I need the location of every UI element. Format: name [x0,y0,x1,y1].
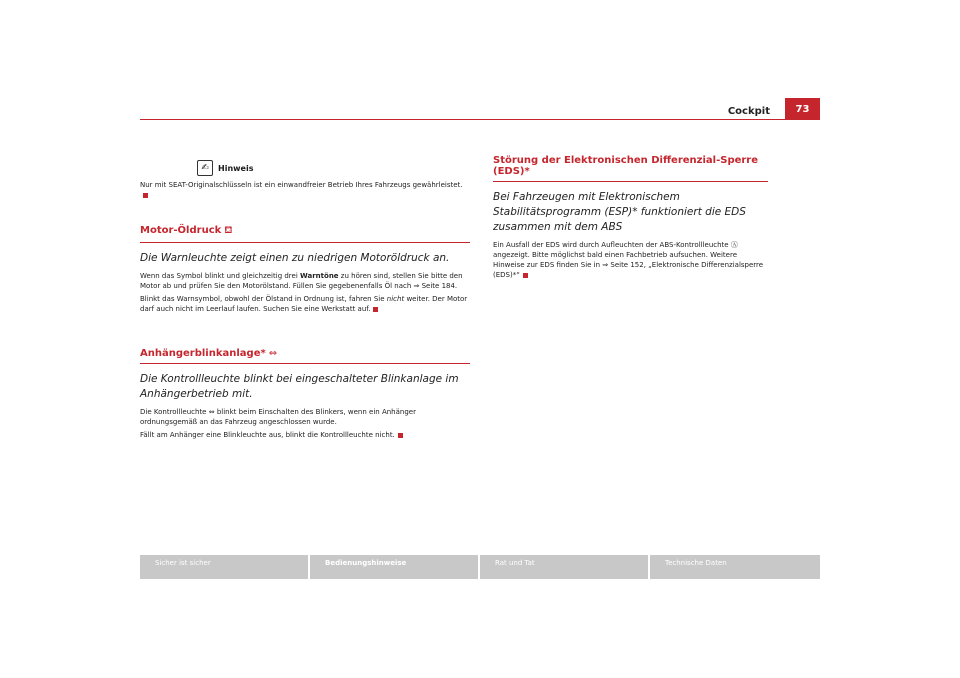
right-column [493,155,768,280]
oil-can-icon: ⛾ [224,225,233,236]
note-icon: ✍ [197,160,213,176]
trailer-indicator-para-1: Die Kontrollleuchte ⇔ blinkt beim Einschalten des Blinkers, wenn ein Anhänger ordnungsgemäß an das Fahrzeug angeschlossen wurde. [140,408,416,426]
trailer-indicator-arrows-icon: ⇔ [268,348,278,359]
header-rule [140,119,820,120]
oil-pressure-heading: Motor-Öldruck ⛾ [140,225,470,243]
end-mark-icon [143,193,148,198]
abs-warning-icon: Ⓐ [730,241,738,249]
footer-tab-rat[interactable]: Rat und Tat [480,555,648,579]
page-number-badge: 73 [785,98,820,120]
note-heading [197,160,470,176]
end-mark-icon [398,433,403,438]
footer-tab-technik[interactable]: Technische Daten [650,555,820,579]
oil-pressure-para-1: Wenn das Symbol blinkt und gleichzeitig drei Warntöne zu hören sind, stellen Sie bitte den Motor ab und prüfen Sie den Motorölstand. Füllen Sie gegebenenfalls Öl nach ⇒ Seite 184. [140,272,463,290]
oil-pressure-para-2: Blinkt das Warnsymbol, obwohl der Ölstand in Ordnung ist, fahren Sie nicht weiter. Der Motor darf auch nicht im Leerlauf laufen. Suchen Sie eine Werkstatt auf. [140,295,468,313]
note-text: Nur mit SEAT-Originalschlüsseln ist ein einwandfreier Betrieb Ihres Fahrzeugs gewährleistet. [140,180,470,200]
left-column [140,160,470,440]
page-header-title: Cockpit [727,106,770,117]
eds-para-1: Ein Ausfall der EDS wird durch Aufleuchten der ABS-Kontrollleuchte Ⓐ angezeigt. Bitte möglichst bald einen Fachbetrieb aufsuchen. Weitere Hinweise zur EDS finden Sie in ⇒ Seite 152, „Elektronische Differenzialsperre (EDS)*“ [493,241,764,279]
eds-heading: Störung der Elektronischen Differenzial-Sperre (EDS)* [493,155,768,182]
eds-lead: Bei Fahrzeugen mit Elektronischem Stabilitätsprogramm (ESP)* funktioniert die EDS zusammen mit dem ABS [493,191,746,233]
footer-tab-bedienung[interactable]: Bedienungshinweise [310,555,478,579]
trailer-indicator-heading: Anhängerblinkanlage* ⇔ [140,348,470,364]
oil-pressure-lead: Die Warnleuchte zeigt einen zu niedrigen Motoröldruck an. [140,252,450,264]
end-mark-icon [523,273,528,278]
footer-nav [140,555,820,579]
footer-tab-sicher[interactable]: Sicher ist sicher [140,555,308,579]
trailer-indicator-para-2: Fällt am Anhänger eine Blinkleuchte aus, blinkt die Kontrollleuchte nicht. [140,430,470,440]
trailer-indicator-lead: Die Kontrollleuchte blinkt bei eingeschalteter Blinkanlage im Anhängerbetrieb mit. [140,373,459,400]
trailer-indicator-small-icon: ⇔ [208,408,215,416]
note-title: Hinweis [218,163,254,173]
end-mark-icon [373,307,378,312]
